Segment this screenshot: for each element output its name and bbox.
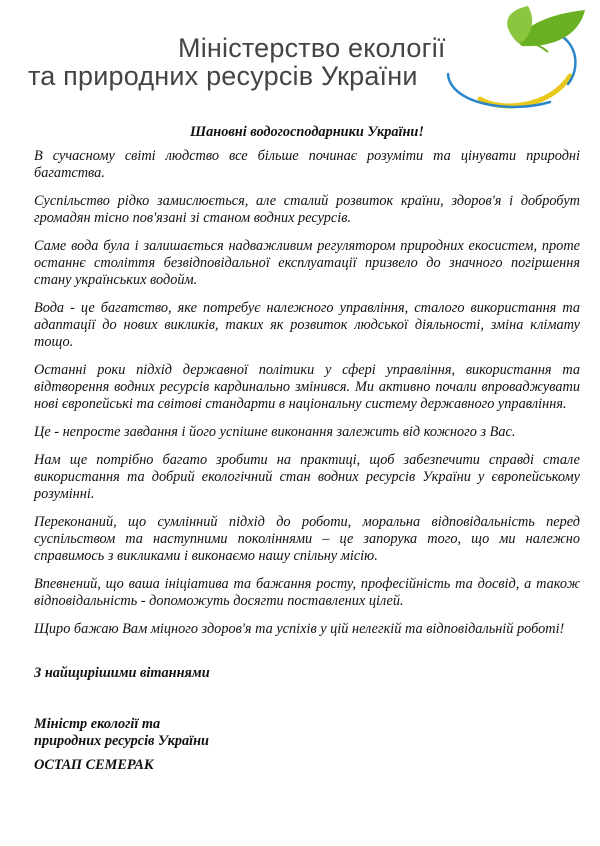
paragraph-5: Останні роки підхід державної політики у сфері управління, використання та відтворення водних ресурсів кардинально змінився. Ми активно почали впроваджувати нові європейські та світові стандарти в національну систему державного управління. bbox=[34, 362, 580, 412]
letter-body bbox=[34, 124, 580, 774]
letter-greeting: Шановні водогосподарники України! bbox=[190, 124, 424, 140]
paragraph-6: Це - непросте завдання і його успішне виконання залежить від кожного з Вас. bbox=[34, 424, 516, 440]
signature-title-line2: природних ресурсів України bbox=[34, 733, 209, 749]
closing-line: З найщирішими вітаннями bbox=[34, 665, 210, 681]
ministry-title-line1: Міністерство екології bbox=[178, 33, 446, 63]
signature-title bbox=[34, 716, 580, 750]
paragraph-3: Саме вода була і залишається надважливим регулятором природних екосистем, проте останнє століття безвідповідальної експлуатації призвело до значного погіршення стану українських водойм. bbox=[34, 238, 580, 288]
paragraph-8: Переконаний, що сумлінний підхід до роботи, моральна відповідальність перед суспільством та наступними поколіннями – це запорука того, що ми належно справимось з викликами і виконаємо нашу спільну місію. bbox=[34, 514, 580, 564]
paragraph-9: Впевнений, що ваша ініціатива та бажання росту, професійність та досвід, а також відповідальність - допоможуть досягти поставлених цілей. bbox=[34, 576, 580, 609]
paragraph-4: Вода - це багатство, яке потребує належного управління, сталого використання та адаптації до нових викликів, таких як розвиток людської діяльності, зміна клімату тощо. bbox=[34, 300, 580, 350]
signature-name: ОСТАП СЕМЕРАК bbox=[34, 757, 154, 773]
signature-title-line1: Міністр екології та bbox=[34, 716, 161, 732]
paragraph-10: Щиро бажаю Вам міцного здоров'я та успіхів у цій нелегкій та відповідальній роботі! bbox=[34, 621, 565, 637]
paragraph-7: Нам ще потрібно багато зробити на практиці, щоб забезпечити справді стале використання та добрий екологічний стан водних ресурсів України у європейському розумінні. bbox=[34, 452, 580, 502]
ministry-title bbox=[28, 34, 548, 90]
paragraph-2: Суспільство рідко замислюється, але сталий розвиток країни, здоров'я і добробут громадян тісно пов'язані зі станом водних ресурсів. bbox=[34, 193, 580, 226]
letterhead bbox=[0, 0, 600, 120]
paragraph-1: В сучасному світі людство все більше починає розуміти та цінувати природні багатства. bbox=[34, 148, 580, 181]
ministry-title-line2: та природних ресурсів України bbox=[28, 61, 418, 91]
